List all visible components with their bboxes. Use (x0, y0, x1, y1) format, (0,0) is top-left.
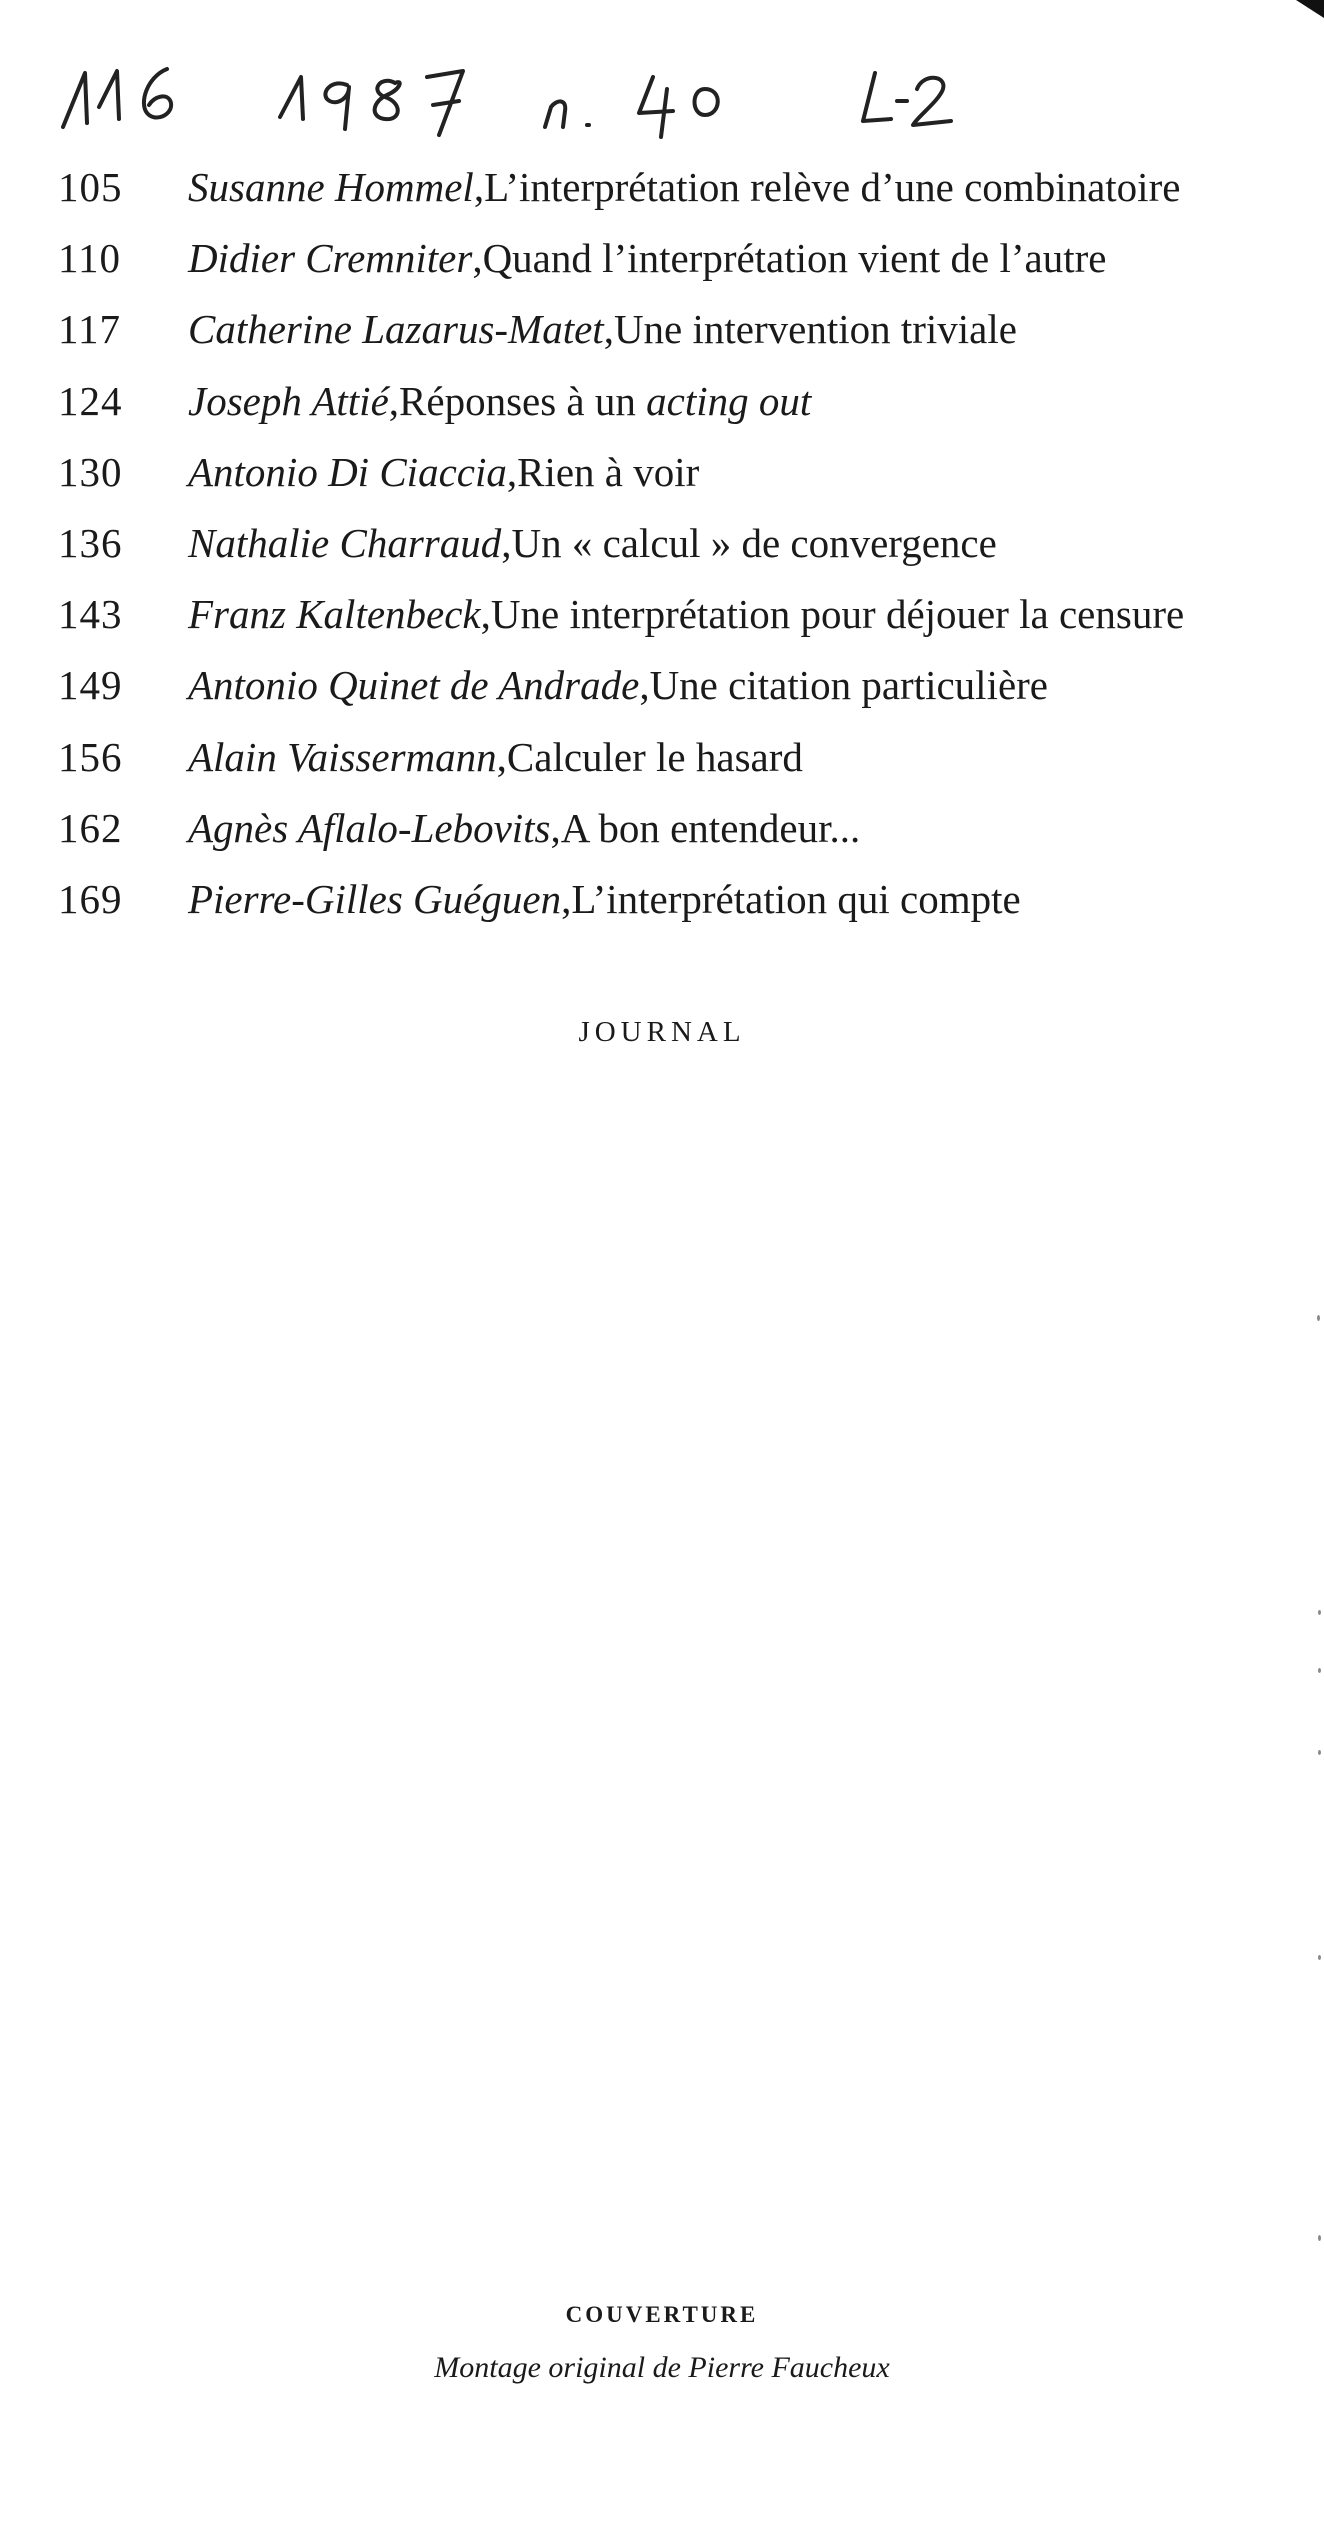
toc-author: Pierre-Gilles Guéguen (188, 875, 562, 922)
toc-page-number: 124 (58, 377, 123, 424)
toc-entry (58, 366, 1318, 437)
toc-page-number: 110 (58, 235, 121, 282)
toc-separator: , (603, 306, 614, 353)
toc-page-number: 162 (58, 804, 123, 851)
scan-speck (1318, 1668, 1321, 1673)
toc-page-number: 169 (58, 875, 123, 922)
toc-entry (58, 650, 1318, 721)
toc-title: L’interprétation relève d’une combinatoire (484, 164, 1181, 210)
toc-page-number: 149 (58, 662, 123, 709)
toc-page-number: 117 (58, 306, 121, 353)
toc-author: Antonio Quinet de Andrade (188, 662, 640, 709)
toc-entry (58, 508, 1318, 579)
toc-entry (58, 722, 1318, 793)
toc-title: A bon entendeur... (560, 804, 861, 851)
toc-page-number: 136 (58, 519, 123, 566)
toc-page-number: 143 (58, 591, 123, 638)
scan-speck (1318, 1750, 1321, 1755)
handwritten-catalog-note (55, 55, 1055, 155)
cover-credit: Montage original de Pierre Faucheux (434, 2351, 890, 2384)
toc-separator: , (639, 662, 650, 709)
scan-corner-mark (1296, 0, 1324, 18)
section-heading-journal: JOURNAL (578, 1016, 746, 1048)
toc-title: Une citation particulière (649, 662, 1049, 709)
toc-entry (58, 223, 1318, 294)
toc-page-number: 130 (58, 448, 123, 495)
toc-separator: , (473, 164, 485, 210)
toc-entry (58, 437, 1318, 508)
toc-title: Un « calcul » de convergence (511, 519, 997, 566)
toc-separator: , (506, 448, 518, 495)
toc-author: Antonio Di Ciaccia (188, 448, 507, 495)
toc-page-number: 105 (58, 164, 123, 210)
scan-speck (1318, 2235, 1321, 2241)
toc-entry (58, 864, 1318, 935)
toc-entry (58, 793, 1318, 864)
scan-speck (1318, 1610, 1321, 1615)
cover-heading: COUVERTURE (565, 2302, 759, 2327)
toc-title: Calculer le hasard (506, 733, 803, 780)
toc-title: Une intervention triviale (613, 306, 1017, 353)
scan-speck (1317, 1315, 1320, 1321)
scan-speck (1318, 1955, 1321, 1960)
toc-entry (58, 294, 1318, 365)
toc-separator: , (472, 235, 483, 282)
toc-title (399, 366, 811, 437)
toc-title-italic: acting out (646, 377, 812, 424)
toc-entry (58, 579, 1318, 650)
toc-author: Nathalie Charraud (188, 519, 502, 566)
toc-page-number: 156 (58, 733, 123, 780)
toc-author: Susanne Hommel (188, 164, 474, 210)
toc-author: Didier Cremniter (188, 235, 473, 282)
toc-author: Franz Kaltenbeck (188, 591, 481, 638)
toc-title: Quand l’interprétation vient de l’autre (482, 235, 1107, 282)
toc-separator: , (480, 591, 491, 638)
toc-author: Agnès Aflalo-Lebovits (188, 804, 551, 851)
toc-separator: , (550, 804, 561, 851)
toc-title: L’interprétation qui compte (571, 875, 1021, 922)
toc-title: Une interprétation pour déjouer la censure (490, 591, 1185, 638)
toc-author: Catherine Lazarus-Matet (188, 306, 604, 353)
table-of-contents (58, 152, 1318, 935)
toc-separator: , (388, 377, 400, 424)
toc-title: Rien à voir (517, 448, 700, 495)
toc-author: Alain Vaissermann (188, 733, 497, 780)
toc-separator: , (501, 519, 512, 566)
toc-title-text: Réponses à un (399, 377, 647, 424)
toc-entry (58, 152, 1318, 223)
toc-separator: , (561, 875, 572, 922)
toc-separator: , (496, 733, 507, 780)
toc-author: Joseph Attié (188, 377, 389, 424)
